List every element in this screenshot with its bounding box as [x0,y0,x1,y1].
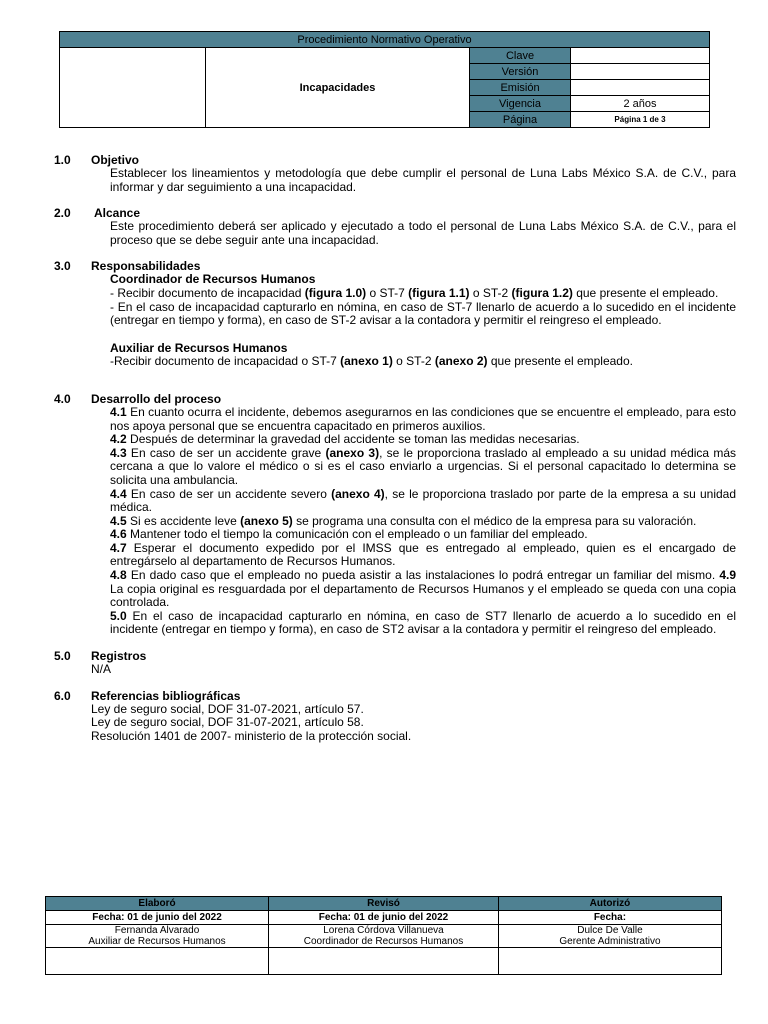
field-label-vigencia: Vigencia [470,96,571,112]
approver-role: Auxiliar de Recursos Humanos [88,936,226,947]
section-responsabilidades [54,260,736,369]
approver-cell [498,925,721,948]
section-title: Alcance [94,206,141,221]
approver-role: Gerente Administrativo [559,936,661,947]
reference-item: Ley de seguro social, DOF 31-07-2021, artículo 57. [91,701,364,716]
section-objetivo [54,154,736,194]
auxiliar-item-1: -Recibir documento de incapacidad o ST-7 (anexo 1) o ST-2 (anexo 2) que presente el empleado. [110,354,633,369]
approval-date: Fecha: 01 de junio del 2022 [46,911,269,925]
section-title: Responsabilidades [91,259,201,274]
section-number: 5.0 [54,649,71,664]
field-value-version [571,64,710,80]
section-title: Registros [91,649,147,664]
section-text: Este procedimiento deberá ser aplicado y ejecutado a todo el personal de Luna Labs México S.A. de C.V., para el proceso que se debe seguir ante una incapacidad. [110,219,736,247]
approver-cell [269,925,499,948]
approver-role: Coordinador de Recursos Humanos [303,936,464,947]
process-step-4-8: 4.8 En dado caso que el empleado no pueda asistir a las instalaciones lo podrá entregar un familiar del mismo. 4.9 La copia original es resguardada por el departamento de Recursos Humanos y el empleado se queda con una copia controlada. [110,568,736,610]
section-title: Desarrollo del proceso [91,391,222,406]
process-step-4-7: 4.7 Esperar el documento expedido por el IMSS que es entregado al empleado, quien es el encargado de entregárselo al departamento de Recursos Humanos. [110,540,736,569]
section-number: 3.0 [54,259,71,274]
approver-name: Dulce De Valle [577,925,643,936]
section-text: Establecer los lineamientos y metodología que debe cumplir el personal de Luna Labs México S.A. de C.V., para informar y dar seguimiento a una incapacidad. [110,166,736,194]
coordinador-item-2: - En el caso de incapacidad capturarlo en nómina, en caso de ST-7 llenarlo de acuerdo a lo sucedido en el incidente (entregar en tiempo y forma), en caso de ST-2 avisar a la contadora y permitir el reingreso el empleado. [110,299,736,328]
process-step-4-4: 4.4 En caso de ser un accidente severo (anexo 4), se le proporciona traslado por parte de la empresa a su unidad médica. [110,486,737,515]
signature-box [46,948,269,975]
section-alcance [54,207,736,247]
section-referencias [54,690,736,744]
field-label-emision: Emisión [470,80,571,96]
approval-date: Fecha: [498,911,721,925]
reference-item: Resolución 1401 de 2007- ministerio de la protección social. [91,728,412,743]
reference-item: Ley de seguro social, DOF 31-07-2021, artículo 58. [91,715,364,730]
approval-header-reviso: Revisó [269,897,499,911]
section-number: 1.0 [54,153,71,167]
approval-header-elaboro: Elaboró [46,897,269,911]
coordinador-item-1: - Recibir documento de incapacidad (figura 1.0) o ST-7 (figura 1.1) o ST-2 (figura 1.2) que presente el empleado. [110,285,719,300]
field-label-pagina: Página [470,112,571,128]
section-number: 6.0 [54,688,71,703]
process-step-5-0: 5.0 En el caso de incapacidad capturarlo en nómina, en caso de ST7 llenarlo de acuerdo a lo sucedido en el incidente (entregar en tiempo y forma), en caso de ST2 avisar a la contadora y permitir el reingreso del empleado. [110,608,736,637]
section-text: N/A [91,662,112,677]
signature-box [498,948,721,975]
subsection-title-coordinador: Coordinador de Recursos Humanos [110,272,316,287]
section-title: Objetivo [91,153,140,167]
field-label-version: Versión [470,64,571,80]
banner: Procedimiento Normativo Operativo [60,32,710,48]
approval-table [45,896,722,975]
approver-name: Fernanda Alvarado [114,925,200,936]
section-number: 2.0 [54,206,71,221]
section-desarrollo [54,393,736,637]
field-value-vigencia: 2 años [571,96,710,112]
process-step-4-6: 4.6 Mantener todo el tiempo la comunicación con el empleado o un familiar del empleado. [110,527,588,542]
section-number: 4.0 [54,391,71,406]
field-label-clave: Clave [470,48,571,64]
process-step-4-1: 4.1 En cuanto ocurra el incidente, debemos asegurarnos en las condiciones que se encuentre el empleado, para esto nos apoya personal que se encuentra capacitado en primeros auxilios. [110,404,736,433]
document-body [54,154,736,756]
approver-name: Lorena Córdova Villanueva [323,925,444,936]
approval-date: Fecha: 01 de junio del 2022 [269,911,499,925]
approver-cell [46,925,269,948]
process-step-4-5: 4.5 Si es accidente leve (anexo 5) se programa una consulta con el médico de la empresa para su valoración. [110,513,697,528]
document-header-table [59,31,710,128]
process-step-4-2: 4.2 Después de determinar la gravedad del accidente se toman las medidas necesarias. [110,432,580,447]
field-value-clave [571,48,710,64]
document-title: Incapacidades [206,48,470,128]
process-step-4-3: 4.3 En caso de ser un accidente grave (anexo 3), se le proporciona traslado al empleado a su unidad médica más cercana a que lo valore el médico o si es el caso enviarlo a urgencias. Si el personal capacitado lo determina se solicita una ambulancia. [110,445,737,487]
signature-box [269,948,499,975]
section-title: Referencias bibliográficas [91,688,241,703]
subsection-title-auxiliar: Auxiliar de Recursos Humanos [110,340,288,355]
approval-header-autorizo: Autorizó [498,897,721,911]
field-value-emision [571,80,710,96]
field-value-pagina: Página 1 de 3 [571,112,710,128]
section-registros [54,650,736,677]
logo-area [60,48,206,128]
